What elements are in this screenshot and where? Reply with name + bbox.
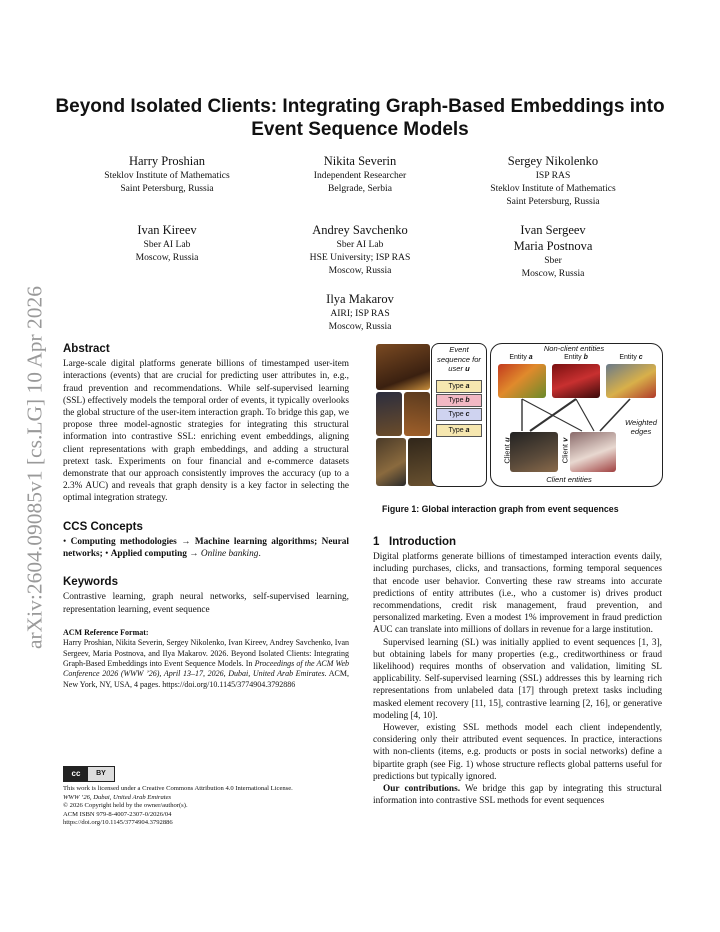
ccs-concept: Applied computing (110, 549, 187, 560)
contributions-text: We bridge this gap by integrating this structural information into contrastive SSL methods for event sequences (373, 784, 662, 807)
intro-paragraph (373, 783, 662, 807)
cc-icon: cc (64, 767, 88, 781)
author-affiliation: Sber AI Lab (336, 239, 384, 250)
author-name: Sergey Nikolenko (507, 154, 599, 168)
type-box (436, 394, 482, 407)
author-affiliation: Saint Petersburg, Russia (506, 196, 600, 207)
event-image (404, 392, 430, 436)
reference-part: ACM, New York, NY, USA, 4 pages. https://doi.org/10.1145/3774904.3792886 (63, 669, 349, 689)
license-line: https://doi.org/10.1145/3774904.3792886 (63, 819, 173, 827)
contributions-lead: Our contributions. (383, 784, 461, 795)
user-var: u (465, 364, 470, 373)
ccs-heading: CCS Concepts (63, 520, 143, 533)
client-entities-label: Client entities (546, 475, 592, 484)
weighted-edges-label: Weighted edges (625, 418, 657, 436)
ccs-arrow: → (181, 536, 191, 547)
section-number: 1 (373, 536, 380, 548)
author-affiliation: Sber AI Lab (143, 239, 191, 250)
ccs-bullet: • (63, 536, 67, 547)
intro-paragraph: Digital platforms generate billions of timestamped interaction events daily, including purchases, clicks, and transactions, forming temporal sequences that encode user behavior. Converting these raw streams into accurate predictions of entity attributes (i.e., who a customer is) drives product recommendations, credit risk management, fraud prevention, and personalized marketing. Even a modest 1% improvement in fraud prediction AUC can translate into millions of dollars in revenue for a large institution. (373, 552, 662, 636)
license-line: ACM ISBN 979-8-4007-2307-0/2026/04 (63, 810, 172, 818)
ccs-text (63, 536, 349, 560)
type-label: Type (448, 397, 464, 404)
intro-paragraph: Supervised learning (SL) was initially applied to event sequences [1, 3], but obtaining labels for many properties (e.g., creditworthiness or fraud likelihood) requires months of observation and validation, limiting SL applicability. Self-supervised learning (SSL) addresses this by learning rich representations from unlabeled data [17] through pretext tasks including masked element recovery [11, 15], contrastive learning [2, 16], or generative modeling [4, 10]. (373, 637, 662, 721)
author-affiliation: Independent Researcher (313, 170, 407, 181)
author-name: Ilya Makarov (326, 292, 394, 306)
paper-title: Beyond Isolated Clients: Integrating Graph-Based Embeddings into Event Sequence Models (55, 96, 665, 140)
section-title: Introduction (389, 536, 457, 548)
type-label: Type (448, 383, 464, 390)
ccs-end: . (258, 549, 261, 560)
author-affiliation: Moscow, Russia (521, 268, 585, 279)
author-affiliation: AIRI; ISP RAS (330, 308, 390, 319)
author-block (443, 153, 663, 208)
license-block (63, 766, 353, 828)
entity-text: Entity (619, 354, 637, 361)
type-var: b (465, 397, 470, 404)
figure-caption: Figure 1: Global interaction graph from event sequences (382, 504, 619, 514)
author-block (443, 222, 663, 280)
type-box (436, 380, 482, 393)
event-sequence-label (434, 345, 484, 374)
intro-heading (373, 536, 662, 548)
license-text (63, 785, 353, 828)
client-text: Client (502, 444, 512, 464)
ccs-arrow: → (189, 549, 199, 560)
reference-part: Harry Proshian, Nikita Severin, Sergey Nikolenko, Ivan Kireev, Andrey Savchenko, Ivan Sergeev, Maria Postnova, and Ilya Makarov. 2026. Beyond Isolated Clients: Integrating Graph-Based Embeddings into Event Sequence Models. In (63, 638, 349, 669)
abstract-heading: Abstract (63, 343, 110, 355)
author-affiliation: Belgrade, Serbia (328, 183, 392, 194)
edge (530, 399, 576, 431)
author-name: Andrey Savchenko (312, 223, 408, 237)
ccs-concept: Computing methodologies (70, 536, 177, 547)
author-affiliation: Moscow, Russia (135, 252, 199, 263)
keywords-text: Contrastive learning, graph neural networks, self-supervised learning, representation learning, event sequence (63, 592, 349, 615)
client-var: u (502, 437, 512, 443)
author-affiliation: Sber (544, 255, 562, 266)
type-var: c (465, 411, 470, 418)
author-affiliation: HSE University; ISP RAS (309, 252, 411, 263)
event-sequence-text: Event sequence for user (437, 345, 481, 373)
author-name: Nikita Severin (323, 154, 397, 168)
right-column (373, 536, 662, 807)
type-var: a (465, 383, 470, 390)
client-u-label (503, 436, 512, 466)
author-affiliation: Moscow, Russia (328, 321, 392, 332)
entity-var: b (583, 354, 588, 361)
ccs-bullet: • (105, 549, 109, 560)
edge (576, 399, 594, 431)
intro-paragraph: However, existing SSL methods model each client independently, considering only their attributed event sequences. In practice, interactions with non-clients (items, e.g. products or posts in social networks) define a bipartite graph (see Fig. 1) whose structure reflects global patterns useful for predictions but typically ignored. (373, 723, 662, 782)
event-image (376, 392, 402, 436)
reference-venue: Proceedings of the ACM Web Conference 2026 (WWW ’26), April 13–17, 2026, Dubai, United Arab Emirates. (63, 659, 350, 679)
ccs-concept: Machine learning algorithms (194, 536, 315, 547)
event-image (376, 344, 430, 390)
author-block (57, 222, 277, 264)
author-affiliation: ISP RAS (535, 170, 571, 181)
event-image (376, 438, 406, 486)
left-column (63, 343, 349, 690)
non-client-label: Non-client entities (543, 344, 605, 353)
author-affiliation: Steklov Institute of Mathematics (490, 183, 616, 194)
type-label: Type (448, 427, 464, 434)
cc-by-badge (63, 766, 115, 782)
type-var: a (465, 427, 470, 434)
entity-var: a (528, 354, 533, 361)
author-block (57, 153, 277, 195)
author-block (250, 153, 470, 195)
arxiv-stamp: arXiv:2604.09085v1 [cs.LG] 10 Apr 2026 (22, 285, 47, 650)
figure-1 (374, 342, 663, 488)
license-line: WWW ’26, Dubai, United Arab Emirates (63, 793, 172, 801)
author-affiliation: Moscow, Russia (328, 265, 392, 276)
author-block (250, 222, 470, 277)
abstract-text: Large-scale digital platforms generate billions of timestamped user-item interactions (events) that are crucial for predicting user attributes in, e.g., fraud prevention and recommendations. While self-supervised learning (SSL) effectively models the temporal order of events, it typically overlooks the global structure of the user-item interaction graph. To bridge this gap, we propose three model-agnostic strategies for integrating this structural information into contrastive SSL: enriching event embeddings, aligning client representations with graph embeddings, and adding a structural pretext task. Experiments on four financial and e-commerce datasets demonstrate that our approach consistently improves the accuracy (up to a 2.3% AUC) and reveals that graph density is a key factor in selecting the optimal integration strategy. (63, 359, 349, 504)
entity-text: Entity (564, 354, 582, 361)
author-block (250, 291, 470, 333)
client-var: v (560, 437, 570, 442)
type-label: Type (448, 411, 464, 418)
type-box (436, 424, 482, 437)
by-icon: BY (96, 770, 106, 777)
client-image-u (510, 432, 558, 472)
author-name: Maria Postnova (513, 239, 593, 253)
author-name: Ivan Sergeev (520, 223, 586, 237)
client-v-label (561, 436, 570, 466)
ccs-concept: Online banking (200, 549, 259, 560)
author-name: Ivan Kireev (137, 223, 197, 237)
ccs-concept: ; Neural networks; (63, 536, 350, 560)
client-text: Client (560, 443, 570, 464)
license-line: This work is licensed under a Creative Commons Attribution 4.0 International License. (63, 785, 293, 792)
reference-text (63, 638, 349, 690)
author-affiliation: Steklov Institute of Mathematics (104, 170, 230, 181)
author-affiliation: Saint Petersburg, Russia (120, 183, 214, 194)
keywords-heading: Keywords (63, 576, 118, 589)
client-image-v (570, 432, 616, 472)
reference-heading: ACM Reference Format: (63, 627, 149, 637)
entity-var: c (638, 354, 643, 361)
author-name: Harry Proshian (128, 154, 206, 168)
entity-text: Entity (509, 354, 527, 361)
license-line: © 2026 Copyright held by the owner/author(s). (63, 802, 188, 810)
